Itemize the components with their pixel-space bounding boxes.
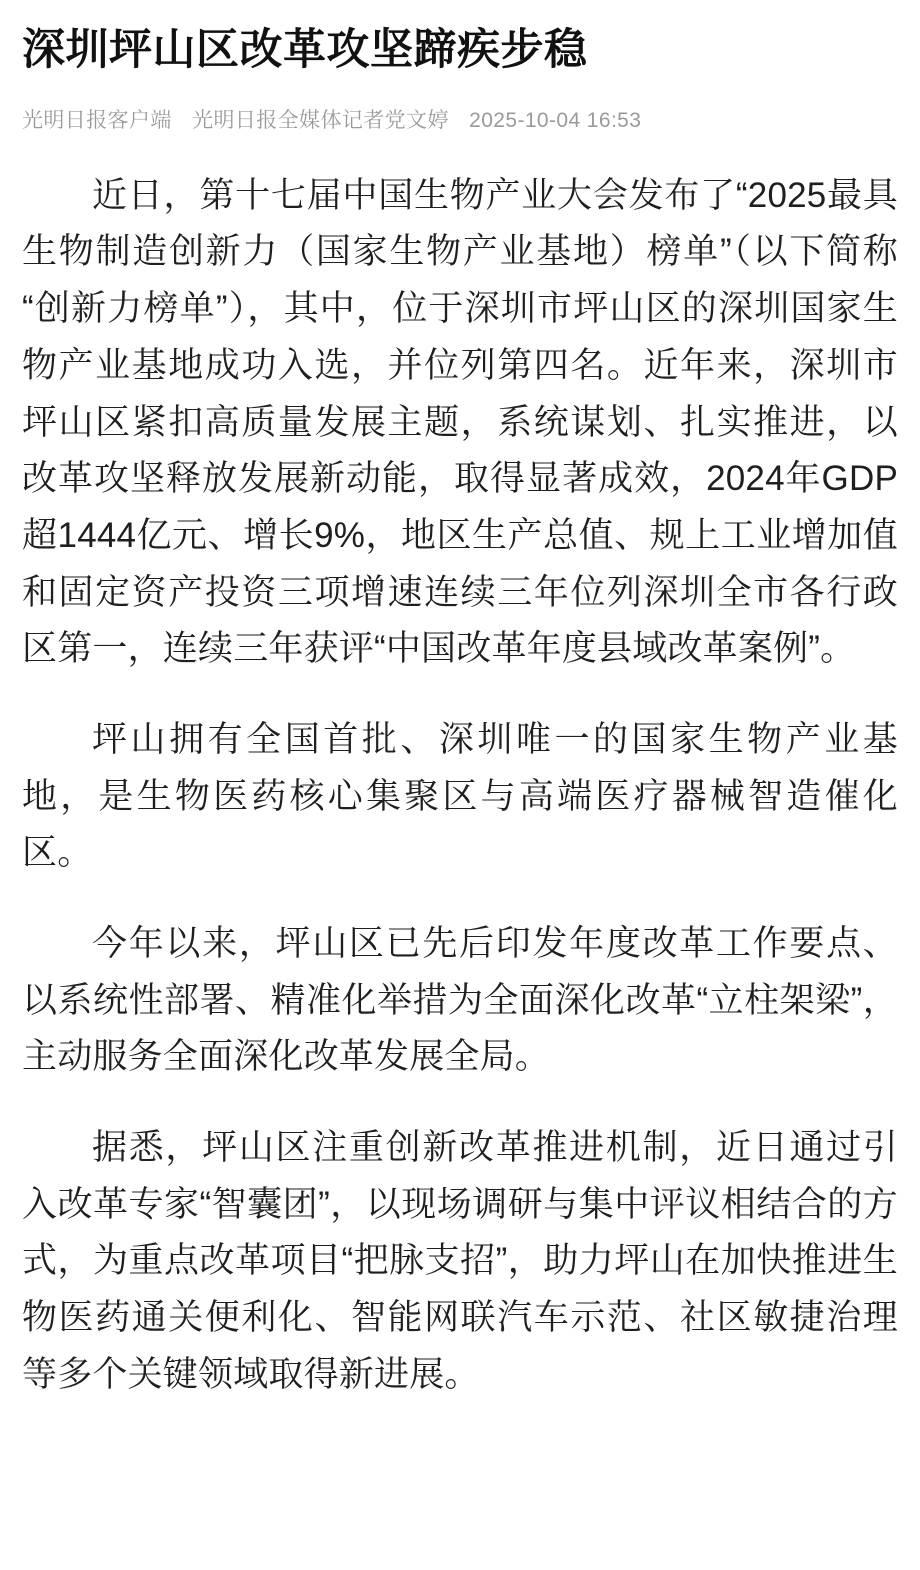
- article-body: [22, 168, 898, 1404]
- paragraph: 近日，第十七届中国生物产业大会发布了“2025最具生物制造创新力（国家生物产业基地）榜单”（以下简称“创新力榜单”），其中，位于深圳市坪山区的深圳国家生物产业基地成功入选，并位列第四名。近年来，深圳市坪山区紧扣高质量发展主题，系统谋划、扎实推进，以改革攻坚释放发展新动能，取得显著成效，2024年GDP超1444亿元、增长9%，地区生产总值、规上工业增加值和固定资产投资三项增速连续三年位列深圳全市各行政区第一，连续三年获评“中国改革年度县域改革案例”。: [22, 175, 898, 669]
- article-meta: [22, 104, 898, 134]
- byline-label: 光明日报全媒体记者党文婷: [192, 108, 449, 132]
- source-label: 光明日报客户端: [22, 108, 172, 132]
- paragraph: 今年以来，坪山区已先后印发年度改革工作要点、以系统性部署、精准化举措为全面深化改革“立柱架梁”，主动服务全面深化改革发展全局。: [22, 924, 898, 1077]
- paragraph: 据悉，坪山区注重创新改革推进机制，近日通过引入改革专家“智囊团”，以现场调研与集中评议相结合的方式，为重点改革项目“把脉支招”，助力坪山在加快推进生物医药通关便利化、智能网联汽车示范、社区敏捷治理等多个关键领域取得新进展。: [22, 1128, 898, 1394]
- timestamp-label: 2025-10-04 16:53: [469, 108, 642, 132]
- paragraph: 坪山拥有全国首批、深圳唯一的国家生物产业基地，是生物医药核心集聚区与高端医疗器械智造催化区。: [22, 719, 898, 873]
- page-title: 深圳坪山区改革攻坚蹄疾步稳: [22, 26, 588, 74]
